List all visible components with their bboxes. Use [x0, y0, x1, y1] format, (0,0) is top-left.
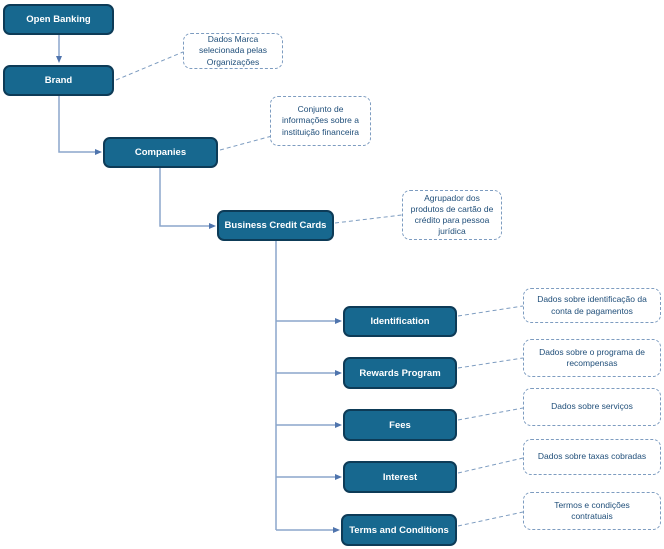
annotation-interest: Dados sobre taxas cobradas	[523, 439, 661, 475]
node-terms-and-conditions: Terms and Conditions	[341, 514, 457, 546]
node-companies: Companies	[103, 137, 218, 168]
dashed-connector-fees-annotation	[458, 408, 523, 420]
node-fees: Fees	[343, 409, 457, 441]
annotation-business-credit-cards: Agrupador dos produtos de cartão de crédito para pessoa jurídica	[402, 190, 502, 240]
dashed-connector-identification-annotation	[458, 306, 523, 316]
annotation-terms-and-conditions: Termos e condições contratuais	[523, 492, 661, 530]
annotation-companies: Conjunto de informações sobre a instituição financeira	[270, 96, 371, 146]
annotation-rewards-program: Dados sobre o programa de recompensas	[523, 339, 661, 377]
node-brand: Brand	[3, 65, 114, 96]
node-interest: Interest	[343, 461, 457, 493]
node-rewards-program: Rewards Program	[343, 357, 457, 389]
annotation-fees: Dados sobre serviços	[523, 388, 661, 426]
dashed-connector-terms-and-conditions-annotation	[458, 512, 523, 526]
node-identification: Identification	[343, 306, 457, 337]
connector-brand-to-companies	[59, 96, 95, 152]
dashed-connector-brand-annotation	[116, 52, 183, 80]
dashed-connector-companies-annotation	[220, 136, 272, 150]
dashed-connector-rewards-program-annotation	[458, 358, 523, 368]
dashed-connector-business-credit-cards-annotation	[335, 215, 402, 223]
node-open-banking: Open Banking	[3, 4, 114, 35]
dashed-connector-interest-annotation	[458, 458, 523, 473]
node-business-credit-cards: Business Credit Cards	[217, 210, 334, 241]
annotation-brand: Dados Marca selecionada pelas Organizações	[183, 33, 283, 69]
annotation-identification: Dados sobre identificação da conta de pagamentos	[523, 288, 661, 323]
connector-companies-to-business-credit-cards	[160, 168, 209, 226]
